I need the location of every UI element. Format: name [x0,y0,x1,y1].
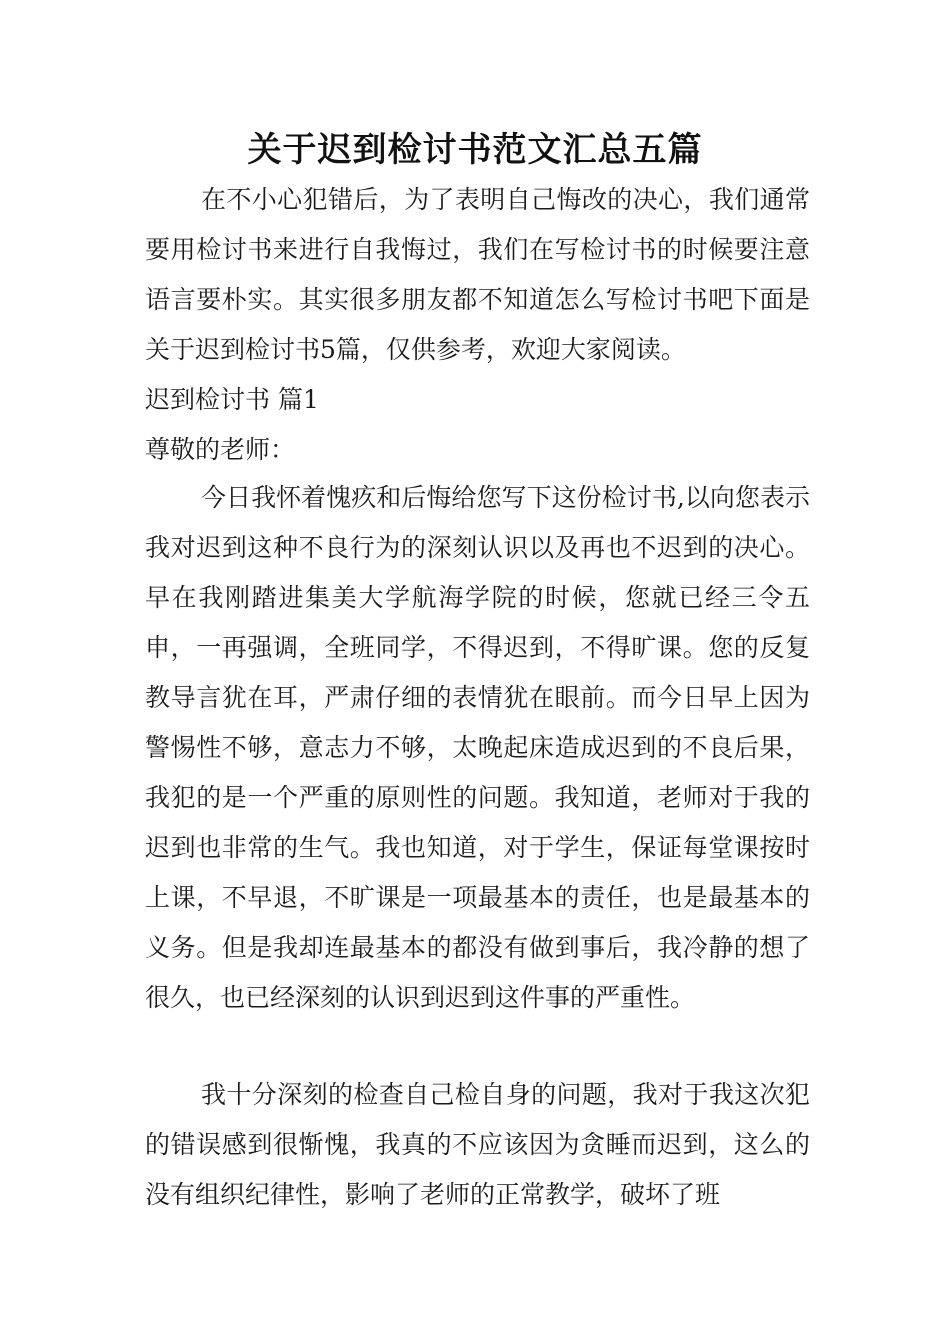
body-paragraph-1: 今日我怀着愧疚和后悔给您写下这份检讨书,以向您表示我对迟到这种不良行为的深刻认识以及再也不迟到的决心。早在我刚踏进集美大学航海学院的时候，您就已经三令五申，一再强调，全班同学，不得迟到，不得旷课。您的反复教导言犹在耳，严肃仔细的表情犹在眼前。而今日早上因为警惕性不够，意志力不够，太晚起床造成迟到的不良后果，我犯的是一个严重的原则性的问题。我知道，老师对于我的迟到也非常的生气。我也知道，对于学生，保证每堂课按时上课，不早退，不旷课是一项最基本的责任，也是最基本的义务。但是我却连最基本的都没有做到事后，我冷静的想了很久，也已经深刻的认识到迟到这件事的严重性。 [145,483,810,1012]
section-heading: 迟到检讨书 篇1 [145,385,319,414]
intro-paragraph: 在不小心犯错后，为了表明自己悔改的决心，我们通常要用检讨书来进行自我悔过，我们在写检讨书的时候要注意语言要朴实。其实很多朋友都不知道怎么写检讨书吧下面是关于迟到检讨书5篇，仅供参考，欢迎大家阅读。 [145,185,810,364]
document-title: 关于迟到检讨书范文汇总五篇 [247,130,703,170]
salutation: 尊敬的老师： [145,435,296,464]
body-paragraph-2: 我十分深刻的检查自己检自身的问题，我对于我这次犯的错误感到很惭愧，我真的不应该因为贪睡而迟到，这么的没有组织纪律性，影响了老师的正常教学，破坏了班 [145,1080,810,1209]
